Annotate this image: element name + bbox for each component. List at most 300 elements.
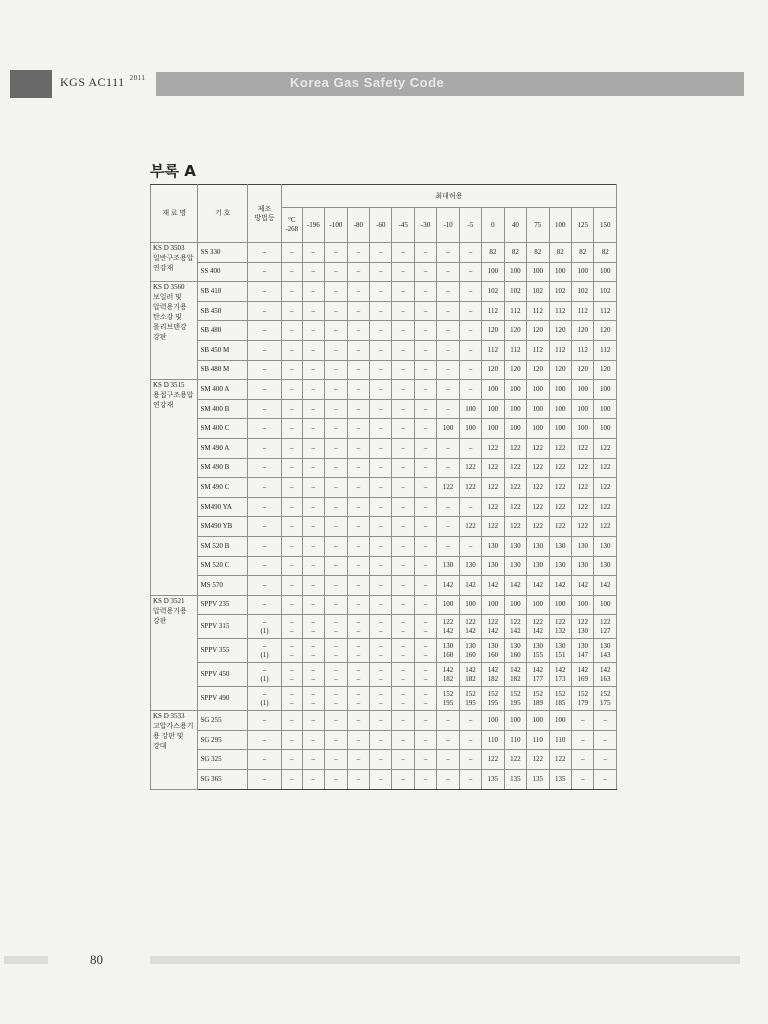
header-band (156, 72, 744, 96)
stress-value-cell: 100 (549, 419, 571, 439)
stress-value-cell: – (325, 595, 348, 615)
table-row (151, 750, 617, 770)
stress-value-cell: 102 (527, 282, 549, 302)
stress-value-cell: 130 (571, 536, 593, 556)
stress-value-cell: 142 182 (459, 663, 481, 687)
temperature-header: 125 (571, 208, 593, 243)
stress-value-cell: – (414, 419, 436, 439)
stress-value-cell: – (459, 750, 481, 770)
temperature-header: -30 (414, 208, 436, 243)
stress-value-cell: 142 (459, 576, 481, 596)
method-cell: – (248, 517, 282, 537)
table-row (151, 380, 617, 400)
stress-value-cell: 122 (504, 517, 526, 537)
stress-value-cell: 112 (504, 301, 526, 321)
temperature-header: 150 (594, 208, 617, 243)
stress-value-cell: 100 (504, 595, 526, 615)
method-cell: – (248, 340, 282, 360)
stress-value-cell: 100 (527, 262, 549, 282)
stress-value-cell: 100 (437, 419, 459, 439)
stress-value-cell: 100 (504, 380, 526, 400)
stress-value-cell: – – (325, 615, 348, 639)
stress-value-cell: – – (370, 663, 392, 687)
stress-value-cell: 122 (482, 750, 504, 770)
table-row (151, 663, 617, 687)
method-cell: – (248, 243, 282, 263)
stress-value-cell: – (414, 711, 436, 731)
stress-value-cell: 100 (549, 711, 571, 731)
table-row (151, 458, 617, 478)
stress-value-cell: 100 (482, 595, 504, 615)
stress-value-cell: 142 173 (549, 663, 571, 687)
stress-value-cell: 135 (527, 770, 549, 790)
stress-value-cell: – (370, 438, 392, 458)
stress-value-cell: 120 (527, 360, 549, 380)
stress-value-cell: 122 (594, 497, 617, 517)
method-cell: – (248, 301, 282, 321)
stress-value-cell: – – (392, 639, 414, 663)
stress-value-cell: – (347, 321, 369, 341)
stress-value-cell: 110 (527, 730, 549, 750)
stress-value-cell: – (370, 517, 392, 537)
method-cell: – (248, 282, 282, 302)
stress-value-cell: 122 (594, 438, 617, 458)
stress-value-cell: 82 (594, 243, 617, 263)
symbol-cell: SM490 YA (198, 497, 248, 517)
stress-value-cell: – – (370, 615, 392, 639)
stress-value-cell: – (281, 770, 302, 790)
stress-value-cell: 112 (527, 340, 549, 360)
stress-value-cell: 142 169 (571, 663, 593, 687)
stress-value-cell: 122 (504, 478, 526, 498)
stress-value-cell: – (281, 576, 302, 596)
stress-value-cell: 122 (549, 458, 571, 478)
stress-value-cell: – – (281, 687, 302, 711)
stress-value-cell: – (347, 458, 369, 478)
stress-value-cell: – (302, 380, 325, 400)
header-marker-block (10, 70, 52, 98)
stress-value-cell: – (347, 750, 369, 770)
stress-value-cell: – (302, 478, 325, 498)
stress-value-cell: 122 (459, 458, 481, 478)
stress-value-cell: – (347, 282, 369, 302)
stress-value-cell: 122 (459, 517, 481, 537)
method-cell: – (1) (248, 687, 282, 711)
stress-value-cell: 112 (504, 340, 526, 360)
stress-value-cell: – (302, 243, 325, 263)
table-row (151, 711, 617, 731)
stress-value-cell: – (302, 730, 325, 750)
stress-value-cell: – (392, 438, 414, 458)
stress-value-cell: 142 (527, 576, 549, 596)
symbol-cell: SB 480 M (198, 360, 248, 380)
symbol-cell: SS 330 (198, 243, 248, 263)
stress-value-cell: – (302, 497, 325, 517)
stress-value-cell: – (392, 301, 414, 321)
stress-value-cell: 122 (504, 458, 526, 478)
stress-value-cell: 100 (571, 380, 593, 400)
symbol-cell: SB 450 M (198, 340, 248, 360)
stress-value-cell: 152 179 (571, 687, 593, 711)
temperature-header: 40 (504, 208, 526, 243)
stress-value-cell: 100 (527, 399, 549, 419)
table-row (151, 595, 617, 615)
stress-value-cell: – (325, 399, 348, 419)
table-row (151, 340, 617, 360)
symbol-cell: SPPV 490 (198, 687, 248, 711)
stress-value-cell: – (281, 497, 302, 517)
stress-value-cell: – – (302, 687, 325, 711)
symbol-cell: SM 490 C (198, 478, 248, 498)
stress-value-cell: – (347, 360, 369, 380)
table-row (151, 730, 617, 750)
table-head (151, 185, 617, 243)
stress-value-cell: – (414, 595, 436, 615)
stress-value-cell: 100 (549, 595, 571, 615)
stress-value-cell: – (370, 340, 392, 360)
symbol-cell: SG 255 (198, 711, 248, 731)
stress-value-cell: 122 (594, 517, 617, 537)
stress-value-cell: – – (392, 687, 414, 711)
stress-value-cell: – (594, 730, 617, 750)
stress-value-cell: – (437, 730, 459, 750)
stress-value-cell: – (414, 360, 436, 380)
stress-value-cell: – (414, 556, 436, 576)
stress-value-cell: – (392, 262, 414, 282)
stress-value-cell: – – (414, 639, 436, 663)
stress-value-cell: – (437, 438, 459, 458)
stress-value-cell: 130 160 (482, 639, 504, 663)
stress-value-cell: – (302, 340, 325, 360)
stress-value-cell: – (281, 438, 302, 458)
stress-value-cell: 122 (482, 497, 504, 517)
stress-value-cell: 130 143 (594, 639, 617, 663)
stress-value-cell: – (414, 321, 436, 341)
stress-value-cell: – – (325, 687, 348, 711)
symbol-cell: SM 520 C (198, 556, 248, 576)
stress-value-cell: 100 (504, 262, 526, 282)
stress-value-cell: 122 (571, 438, 593, 458)
stress-value-cell: 130 160 (459, 639, 481, 663)
stress-value-cell: – (392, 419, 414, 439)
method-cell: – (1) (248, 615, 282, 639)
stress-value-cell: – (325, 536, 348, 556)
stress-value-cell: – (281, 711, 302, 731)
stress-value-cell: – (392, 770, 414, 790)
stress-value-cell: – (370, 478, 392, 498)
stress-value-cell: 152 189 (527, 687, 549, 711)
stress-value-cell: 100 (482, 380, 504, 400)
symbol-cell: SG 295 (198, 730, 248, 750)
stress-value-cell: 142 (504, 576, 526, 596)
stress-value-cell: – (325, 243, 348, 263)
stress-value-cell: 122 (482, 478, 504, 498)
method-cell: – (248, 321, 282, 341)
table-row (151, 556, 617, 576)
stress-value-cell: – (370, 458, 392, 478)
stress-value-cell: 100 (527, 380, 549, 400)
stress-value-cell: 120 (504, 321, 526, 341)
stress-value-cell: – (414, 262, 436, 282)
method-cell: – (248, 478, 282, 498)
stress-value-cell: – (392, 576, 414, 596)
symbol-cell: SPPV 450 (198, 663, 248, 687)
stress-value-cell: – (302, 438, 325, 458)
stress-value-cell: – (325, 711, 348, 731)
temperature-header: -100 (325, 208, 348, 243)
stress-value-cell: – (281, 536, 302, 556)
stress-value-cell: 142 182 (504, 663, 526, 687)
temperature-header: 75 (527, 208, 549, 243)
table-row (151, 576, 617, 596)
stress-value-cell: 100 (594, 419, 617, 439)
stress-value-cell: – (370, 321, 392, 341)
table-row (151, 438, 617, 458)
stress-value-cell: 120 (571, 321, 593, 341)
stress-value-cell: 82 (527, 243, 549, 263)
method-cell: – (248, 360, 282, 380)
stress-value-cell: 130 (504, 556, 526, 576)
stress-value-cell: – (281, 380, 302, 400)
stress-value-cell: – (281, 478, 302, 498)
method-cell: – (248, 750, 282, 770)
stress-value-cell: 110 (504, 730, 526, 750)
stress-value-cell: – (392, 536, 414, 556)
stress-value-cell: – (392, 243, 414, 263)
header-max-allowable: 최대허용 (281, 185, 616, 208)
stress-value-cell: – (370, 595, 392, 615)
stress-value-cell: 142 182 (437, 663, 459, 687)
stress-value-cell: – (347, 301, 369, 321)
stress-value-cell: 100 (459, 595, 481, 615)
stress-value-cell: – (347, 711, 369, 731)
stress-value-cell: 82 (571, 243, 593, 263)
stress-value-cell: – (414, 399, 436, 419)
stress-value-cell: 100 (571, 595, 593, 615)
stress-value-cell: – – (325, 663, 348, 687)
document-code-text: KGS AC111 (60, 75, 125, 89)
stress-value-cell: – (459, 282, 481, 302)
stress-value-cell: 130 (594, 556, 617, 576)
table-row (151, 639, 617, 663)
stress-value-cell: 122 (571, 458, 593, 478)
stress-value-cell: – (370, 282, 392, 302)
method-cell: – (248, 576, 282, 596)
footer-band-left (4, 956, 48, 964)
stress-value-cell: 120 (482, 321, 504, 341)
method-cell: – (248, 262, 282, 282)
stress-value-cell: – (414, 478, 436, 498)
stress-value-cell: 130 (571, 556, 593, 576)
stress-value-cell: – (437, 458, 459, 478)
stress-value-cell: 100 (482, 399, 504, 419)
stress-value-cell: 100 (504, 419, 526, 439)
material-name-cell: KS D 3515 용접구조용압 연강재 (151, 380, 198, 596)
stress-value-cell: 122 (549, 517, 571, 537)
stress-value-cell: 112 (549, 301, 571, 321)
stress-value-cell: – (571, 770, 593, 790)
stress-value-cell: – (281, 556, 302, 576)
symbol-cell: SPPV 355 (198, 639, 248, 663)
footer-band-right (150, 956, 740, 964)
stress-value-cell: – – (347, 687, 369, 711)
stress-value-cell: – (370, 556, 392, 576)
stress-value-cell: – (459, 730, 481, 750)
stress-value-cell: 102 (549, 282, 571, 302)
stress-value-cell: – (459, 321, 481, 341)
stress-value-cell: – (392, 711, 414, 731)
stress-value-cell: – (302, 595, 325, 615)
stress-value-cell: – (325, 301, 348, 321)
stress-value-cell: 122 (549, 497, 571, 517)
stress-value-cell: – (594, 750, 617, 770)
stress-value-cell: – (302, 576, 325, 596)
stress-value-cell: – (437, 770, 459, 790)
stress-value-cell: – (459, 262, 481, 282)
stress-value-cell: – (459, 340, 481, 360)
stress-value-cell: 122 132 (549, 615, 571, 639)
stress-value-cell: – – (347, 615, 369, 639)
stress-value-cell: – (370, 576, 392, 596)
stress-value-cell: 102 (594, 282, 617, 302)
stress-value-cell: – – (414, 663, 436, 687)
stress-value-cell: 152 185 (549, 687, 571, 711)
stress-value-cell: 122 (504, 438, 526, 458)
symbol-cell: SS 400 (198, 262, 248, 282)
table-row (151, 419, 617, 439)
stress-value-cell: – (281, 595, 302, 615)
stress-value-cell: – (347, 478, 369, 498)
stress-value-cell: 122 (527, 750, 549, 770)
stress-value-cell: 100 (594, 262, 617, 282)
stress-value-cell: – (347, 438, 369, 458)
stress-value-cell: – (414, 243, 436, 263)
stress-value-cell: 122 142 (437, 615, 459, 639)
stress-value-cell: 100 (482, 262, 504, 282)
stress-value-cell: – (302, 536, 325, 556)
stress-value-cell: 122 (527, 438, 549, 458)
method-cell: – (248, 711, 282, 731)
table-body (151, 243, 617, 790)
stress-value-cell: 100 (504, 399, 526, 419)
stress-value-cell: 120 (571, 360, 593, 380)
stress-value-cell: – (437, 243, 459, 263)
stress-value-cell: 130 (482, 536, 504, 556)
stress-value-cell: – (325, 750, 348, 770)
stress-value-cell: 122 (527, 517, 549, 537)
symbol-cell: SPPV 235 (198, 595, 248, 615)
stress-value-cell: 100 (459, 399, 481, 419)
stress-value-cell: – (437, 301, 459, 321)
stress-value-cell: 100 (549, 262, 571, 282)
temperature-header: -5 (459, 208, 481, 243)
stress-value-cell: – (459, 380, 481, 400)
stress-value-cell: – (325, 458, 348, 478)
stress-value-cell: – (347, 497, 369, 517)
stress-value-cell: 120 (504, 360, 526, 380)
temperature-header: 100 (549, 208, 571, 243)
temperature-header: -196 (302, 208, 325, 243)
symbol-cell: SG 365 (198, 770, 248, 790)
stress-value-cell: 82 (482, 243, 504, 263)
stress-value-cell: 122 (504, 497, 526, 517)
stress-value-cell: – (302, 262, 325, 282)
table-row (151, 478, 617, 498)
header-material: 재 료 명 (151, 185, 198, 243)
stress-value-cell: – (437, 750, 459, 770)
stress-value-cell: – (347, 595, 369, 615)
stress-value-cell: – (392, 380, 414, 400)
stress-value-cell: – (281, 750, 302, 770)
stress-value-cell: 120 (482, 360, 504, 380)
stress-value-cell: 82 (549, 243, 571, 263)
stress-value-cell: 142 (594, 576, 617, 596)
stress-value-cell: – (437, 321, 459, 341)
stress-value-cell: 122 (482, 438, 504, 458)
stress-value-cell: 120 (594, 321, 617, 341)
stress-value-cell: – – (281, 663, 302, 687)
stress-value-cell: – (437, 711, 459, 731)
stress-value-cell: – (459, 301, 481, 321)
stress-value-cell: – (370, 750, 392, 770)
stress-value-cell: 100 (504, 711, 526, 731)
stress-value-cell: 122 (482, 458, 504, 478)
stress-value-cell: – (459, 438, 481, 458)
stress-value-cell: – (302, 711, 325, 731)
stress-value-cell: – (392, 595, 414, 615)
stress-value-cell: 100 (594, 595, 617, 615)
table-row (151, 282, 617, 302)
stress-value-cell: 100 (482, 419, 504, 439)
table-row (151, 615, 617, 639)
stress-value-cell: – (370, 301, 392, 321)
stress-value-cell: 135 (504, 770, 526, 790)
stress-value-cell: 142 163 (594, 663, 617, 687)
stress-value-cell: – (392, 360, 414, 380)
table-row (151, 262, 617, 282)
stress-value-cell: – – (392, 663, 414, 687)
stress-value-cell: 110 (549, 730, 571, 750)
stress-value-cell: – (302, 321, 325, 341)
stress-value-cell: – (325, 517, 348, 537)
stress-value-cell: – – (281, 639, 302, 663)
method-cell: – (248, 399, 282, 419)
stress-value-cell: 100 (571, 419, 593, 439)
stress-value-cell: 142 (571, 576, 593, 596)
stress-value-cell: – (325, 262, 348, 282)
stress-value-cell: – (392, 750, 414, 770)
stress-value-cell: 112 (594, 301, 617, 321)
stress-value-cell: 112 (482, 340, 504, 360)
stress-value-cell: – (414, 438, 436, 458)
stress-value-cell: – (347, 243, 369, 263)
method-cell: – (248, 458, 282, 478)
stress-value-cell: 122 (571, 497, 593, 517)
stress-value-cell: 130 (527, 556, 549, 576)
stress-value-cell: – (281, 301, 302, 321)
stress-value-cell: 130 160 (504, 639, 526, 663)
stress-value-cell: 100 (459, 419, 481, 439)
symbol-cell: SM 520 B (198, 536, 248, 556)
stress-value-cell: 135 (549, 770, 571, 790)
table-row (151, 770, 617, 790)
stress-value-cell: 152 175 (594, 687, 617, 711)
method-cell: – (248, 536, 282, 556)
stress-value-cell: – (325, 360, 348, 380)
method-cell: – (1) (248, 639, 282, 663)
stress-value-cell: – (459, 497, 481, 517)
stress-value-cell: – (594, 770, 617, 790)
